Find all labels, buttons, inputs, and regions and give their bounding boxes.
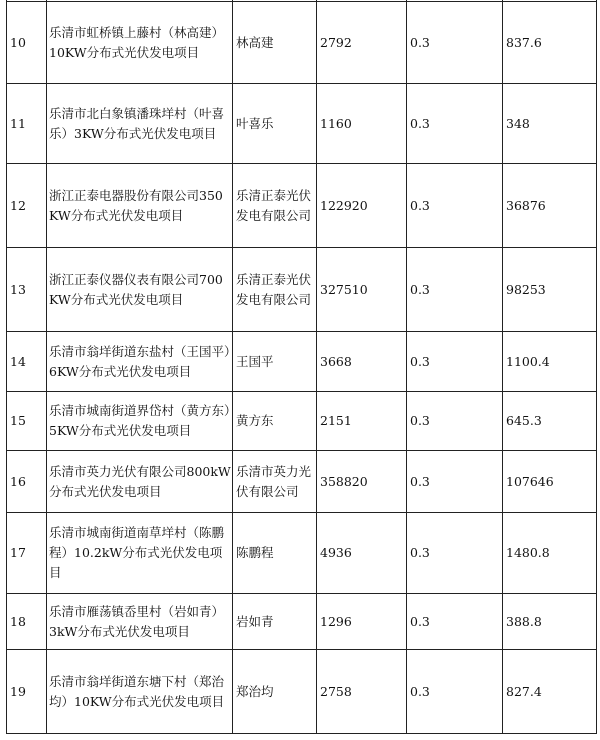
cell-serial-number: 11 <box>7 84 47 164</box>
cell-serial-number: 14 <box>7 332 47 392</box>
cell-subsidy-amount: 107646 <box>503 451 597 513</box>
cell-serial-number: 17 <box>7 513 47 594</box>
cell-owner: 黄方东 <box>233 392 317 451</box>
cell-project-name: 乐清市翁垟街道东塘下村（郑治均）10KW分布式光伏发电项目 <box>47 650 233 734</box>
table-row <box>7 248 597 332</box>
cell-subsidy-amount: 36876 <box>503 164 597 248</box>
table-body <box>7 0 597 734</box>
cell-subsidy-amount: 1480.8 <box>503 513 597 594</box>
cell-generation-kwh: 122920 <box>317 164 407 248</box>
cell-owner: 乐清正泰光伏发电有限公司 <box>233 248 317 332</box>
cell-subsidy-rate: 0.3 <box>407 164 503 248</box>
cell-owner: 王国平 <box>233 332 317 392</box>
cell-project-name: 乐清市雁荡镇岙里村（岩如青）3kW分布式光伏发电项目 <box>47 594 233 650</box>
cell-serial-number: 13 <box>7 248 47 332</box>
table-row <box>7 392 597 451</box>
cell-generation-kwh: 2792 <box>317 2 407 84</box>
cell-generation-kwh: 2151 <box>317 392 407 451</box>
cell-subsidy-amount: 348 <box>503 84 597 164</box>
cell-generation-kwh: 358820 <box>317 451 407 513</box>
cell-serial-number: 18 <box>7 594 47 650</box>
cell-subsidy-amount: 645.3 <box>503 392 597 451</box>
cell-subsidy-amount: 388.8 <box>503 594 597 650</box>
cell-subsidy-rate: 0.3 <box>407 594 503 650</box>
cell-project-name: 浙江正泰仪器仪表有限公司700KW分布式光伏发电项目 <box>47 248 233 332</box>
cell-project-name: 乐清市北白象镇潘珠垟村（叶喜乐）3KW分布式光伏发电项目 <box>47 84 233 164</box>
cell-generation-kwh: 1296 <box>317 594 407 650</box>
cell-generation-kwh: 2758 <box>317 650 407 734</box>
table-row <box>7 650 597 734</box>
cell-subsidy-rate: 0.3 <box>407 84 503 164</box>
cell-subsidy-amount: 1100.4 <box>503 332 597 392</box>
cell-project-name: 乐清市城南街道南草垟村（陈鹏程）10.2kW分布式光伏发电项目 <box>47 513 233 594</box>
cell-subsidy-rate: 0.3 <box>407 513 503 594</box>
cell-project-name: 乐清市英力光伏有限公司800kW分布式光伏发电项目 <box>47 451 233 513</box>
cell-generation-kwh: 3668 <box>317 332 407 392</box>
cell-subsidy-amount: 827.4 <box>503 650 597 734</box>
table-row <box>7 84 597 164</box>
subsidy-table <box>6 0 597 734</box>
cell-serial-number: 10 <box>7 2 47 84</box>
cell-generation-kwh: 4936 <box>317 513 407 594</box>
cell-project-name: 乐清市翁垟街道东盐村（王国平）6KW分布式光伏发电项目 <box>47 332 233 392</box>
cell-subsidy-amount: 98253 <box>503 248 597 332</box>
table-row <box>7 164 597 248</box>
cell-project-name: 浙江正泰电器股份有限公司350KW分布式光伏发电项目 <box>47 164 233 248</box>
cell-project-name: 乐清市城南街道界岱村（黄方东）5KW分布式光伏发电项目 <box>47 392 233 451</box>
cell-serial-number: 19 <box>7 650 47 734</box>
cell-subsidy-amount: 837.6 <box>503 2 597 84</box>
cell-subsidy-rate: 0.3 <box>407 2 503 84</box>
table-row <box>7 513 597 594</box>
cell-owner: 林高建 <box>233 2 317 84</box>
cell-owner: 郑治均 <box>233 650 317 734</box>
cell-generation-kwh: 327510 <box>317 248 407 332</box>
cell-generation-kwh: 1160 <box>317 84 407 164</box>
cell-subsidy-rate: 0.3 <box>407 650 503 734</box>
cell-serial-number: 16 <box>7 451 47 513</box>
table-row <box>7 2 597 84</box>
cell-owner: 叶喜乐 <box>233 84 317 164</box>
cell-serial-number: 12 <box>7 164 47 248</box>
table-row <box>7 451 597 513</box>
table-row <box>7 594 597 650</box>
table-row <box>7 332 597 392</box>
cell-owner: 岩如青 <box>233 594 317 650</box>
cell-owner: 乐清市英力光伏有限公司 <box>233 451 317 513</box>
cell-owner: 乐清正泰光伏发电有限公司 <box>233 164 317 248</box>
cell-subsidy-rate: 0.3 <box>407 332 503 392</box>
cell-serial-number: 15 <box>7 392 47 451</box>
cell-subsidy-rate: 0.3 <box>407 392 503 451</box>
cell-owner: 陈鹏程 <box>233 513 317 594</box>
cell-subsidy-rate: 0.3 <box>407 248 503 332</box>
cell-subsidy-rate: 0.3 <box>407 451 503 513</box>
cell-project-name: 乐清市虹桥镇上藤村（林高建）10KW分布式光伏发电项目 <box>47 2 233 84</box>
